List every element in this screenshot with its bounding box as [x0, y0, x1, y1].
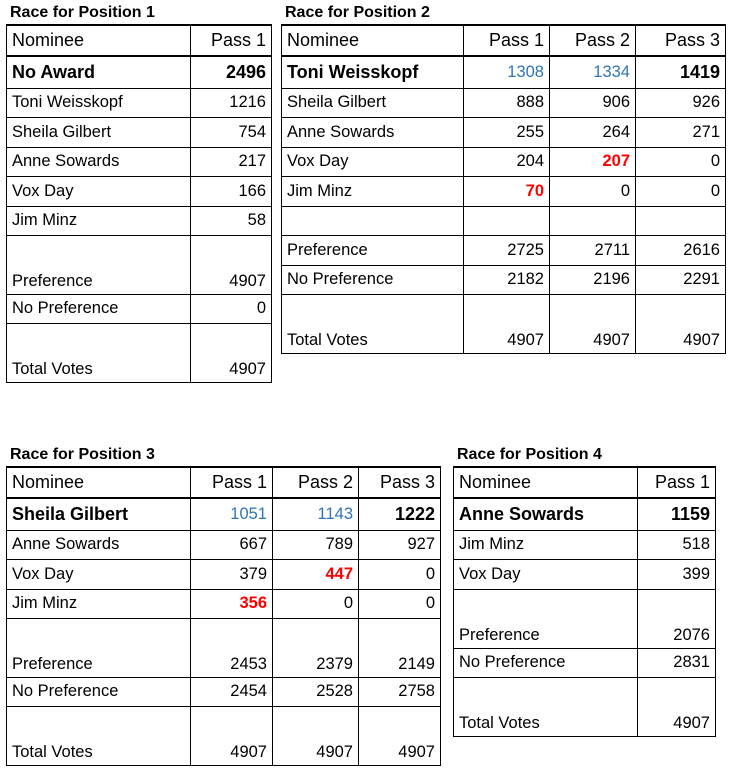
summary-label: Total Votes — [282, 294, 464, 353]
vote-cell: 927 — [359, 530, 441, 559]
vote-cell: 1143 — [273, 498, 359, 530]
race-title: Race for Position 2 — [285, 4, 430, 21]
vote-cell: 1419 — [636, 56, 726, 88]
summary-row — [7, 294, 272, 323]
nominee-header: Nominee — [7, 467, 191, 498]
summary-label: No Preference — [282, 265, 464, 294]
vote-cell: 58 — [191, 206, 272, 235]
race-2 — [281, 2, 726, 354]
table-row — [7, 530, 441, 559]
summary-row — [282, 294, 726, 353]
summary-row — [7, 618, 441, 677]
race-title: Race for Position 3 — [10, 446, 155, 463]
pass-header: Pass 1 — [638, 467, 716, 498]
summary-label: Total Votes — [7, 706, 191, 765]
vote-cell: 4907 — [636, 294, 726, 353]
summary-row — [454, 677, 716, 736]
vote-cell: 2711 — [550, 235, 636, 265]
pass-header: Pass 3 — [636, 25, 726, 56]
vote-cell: 2725 — [464, 235, 550, 265]
vote-cell: 356 — [191, 589, 273, 618]
vote-cell: 447 — [273, 559, 359, 589]
vote-cell: 0 — [273, 589, 359, 618]
vote-cell: 667 — [191, 530, 273, 559]
vote-cell: 4907 — [191, 235, 272, 294]
summary-label: No Preference — [7, 677, 191, 706]
vote-cell: 754 — [191, 117, 272, 147]
summary-row — [282, 235, 726, 265]
vote-cell: 1222 — [359, 498, 441, 530]
vote-cell: 888 — [464, 88, 550, 117]
results-table — [453, 466, 716, 737]
vote-cell: 1216 — [191, 88, 272, 117]
summary-row — [7, 323, 272, 382]
winner-row — [7, 498, 441, 530]
nominee-name: Vox Day — [454, 559, 638, 589]
pass-header: Pass 1 — [191, 467, 273, 498]
vote-cell: 2453 — [191, 618, 273, 677]
nominee-name: Toni Weisskopf — [7, 88, 191, 117]
vote-cell: 4907 — [191, 323, 272, 382]
nominee-name: Anne Sowards — [7, 147, 191, 176]
nominee-header: Nominee — [454, 467, 638, 498]
vote-cell: 70 — [464, 176, 550, 206]
vote-cell: 0 — [359, 589, 441, 618]
summary-label: Preference — [454, 589, 638, 648]
vote-cell: 0 — [191, 294, 272, 323]
table-row — [454, 559, 716, 589]
nominee-header: Nominee — [282, 25, 464, 56]
vote-cell: 207 — [550, 147, 636, 176]
vote-cell: 399 — [638, 559, 716, 589]
vote-cell: 2528 — [273, 677, 359, 706]
header-row — [7, 25, 272, 56]
table-row — [454, 530, 716, 559]
summary-row — [7, 235, 272, 294]
table-row — [7, 589, 441, 618]
vote-cell: 906 — [550, 88, 636, 117]
race-4 — [453, 444, 716, 737]
pass-header: Pass 3 — [359, 467, 441, 498]
nominee-name: Jim Minz — [454, 530, 638, 559]
pass-header: Pass 2 — [550, 25, 636, 56]
vote-cell: 255 — [464, 117, 550, 147]
vote-cell: 2616 — [636, 235, 726, 265]
summary-row — [454, 589, 716, 648]
nominee-name: Anne Sowards — [454, 498, 638, 530]
race-1 — [6, 2, 272, 383]
vote-cell: 0 — [636, 176, 726, 206]
table-row — [282, 117, 726, 147]
vote-cell: 2379 — [273, 618, 359, 677]
nominee-name: Toni Weisskopf — [282, 56, 464, 88]
summary-label: No Preference — [454, 648, 638, 677]
vote-cell: 2496 — [191, 56, 272, 88]
summary-row — [282, 265, 726, 294]
vote-cell: 2076 — [638, 589, 716, 648]
header-row — [454, 467, 716, 498]
vote-cell: 518 — [638, 530, 716, 559]
vote-cell: 0 — [359, 559, 441, 589]
nominee-name: Vox Day — [7, 176, 191, 206]
summary-label: Total Votes — [454, 677, 638, 736]
winner-row — [454, 498, 716, 530]
table-row — [282, 176, 726, 206]
nominee-name: Sheila Gilbert — [7, 498, 191, 530]
race-title: Race for Position 4 — [457, 446, 602, 463]
nominee-name: Sheila Gilbert — [282, 88, 464, 117]
nominee-name: Jim Minz — [7, 589, 191, 618]
vote-cell: 2454 — [191, 677, 273, 706]
results-table — [6, 24, 272, 383]
race-3 — [6, 444, 441, 766]
nominee-name: Anne Sowards — [282, 117, 464, 147]
vote-cell: 1051 — [191, 498, 273, 530]
vote-cell: 2182 — [464, 265, 550, 294]
nominee-name: Vox Day — [282, 147, 464, 176]
vote-cell: 2758 — [359, 677, 441, 706]
summary-row — [7, 677, 441, 706]
summary-row — [7, 706, 441, 765]
vote-cell: 166 — [191, 176, 272, 206]
spacer-row — [282, 206, 726, 235]
vote-cell: 217 — [191, 147, 272, 176]
pass-header: Pass 1 — [191, 25, 272, 56]
nominee-header: Nominee — [7, 25, 191, 56]
vote-cell: 4907 — [359, 706, 441, 765]
vote-cell: 0 — [636, 147, 726, 176]
pass-header: Pass 2 — [273, 467, 359, 498]
vote-cell: 271 — [636, 117, 726, 147]
table-row — [282, 88, 726, 117]
vote-cell: 4907 — [638, 677, 716, 736]
winner-row — [282, 56, 726, 88]
table-row — [7, 559, 441, 589]
race-title: Race for Position 1 — [10, 4, 155, 21]
vote-cell: 926 — [636, 88, 726, 117]
nominee-name: Jim Minz — [282, 176, 464, 206]
vote-cell: 4907 — [550, 294, 636, 353]
vote-cell: 1334 — [550, 56, 636, 88]
vote-cell: 2831 — [638, 648, 716, 677]
table-row — [7, 88, 272, 117]
vote-cell: 2291 — [636, 265, 726, 294]
vote-cell: 789 — [273, 530, 359, 559]
results-table — [281, 24, 726, 354]
header-row — [282, 25, 726, 56]
vote-cell: 204 — [464, 147, 550, 176]
table-row — [7, 176, 272, 206]
table-row — [7, 147, 272, 176]
header-row — [7, 467, 441, 498]
pass-header: Pass 1 — [464, 25, 550, 56]
table-row — [282, 147, 726, 176]
summary-label: No Preference — [7, 294, 191, 323]
summary-row — [454, 648, 716, 677]
vote-cell: 0 — [550, 176, 636, 206]
winner-row — [7, 56, 272, 88]
vote-cell: 264 — [550, 117, 636, 147]
summary-label: Total Votes — [7, 323, 191, 382]
vote-cell: 4907 — [191, 706, 273, 765]
nominee-name: Anne Sowards — [7, 530, 191, 559]
nominee-name: Vox Day — [7, 559, 191, 589]
summary-label: Preference — [7, 618, 191, 677]
nominee-name: Jim Minz — [7, 206, 191, 235]
nominee-name: Sheila Gilbert — [7, 117, 191, 147]
table-row — [7, 206, 272, 235]
vote-cell: 4907 — [273, 706, 359, 765]
vote-cell: 4907 — [464, 294, 550, 353]
results-table — [6, 466, 441, 766]
vote-cell: 379 — [191, 559, 273, 589]
nominee-name: No Award — [7, 56, 191, 88]
summary-label: Preference — [282, 235, 464, 265]
vote-cell: 2196 — [550, 265, 636, 294]
table-row — [7, 117, 272, 147]
vote-cell: 1159 — [638, 498, 716, 530]
vote-cell: 2149 — [359, 618, 441, 677]
vote-cell: 1308 — [464, 56, 550, 88]
summary-label: Preference — [7, 235, 191, 294]
